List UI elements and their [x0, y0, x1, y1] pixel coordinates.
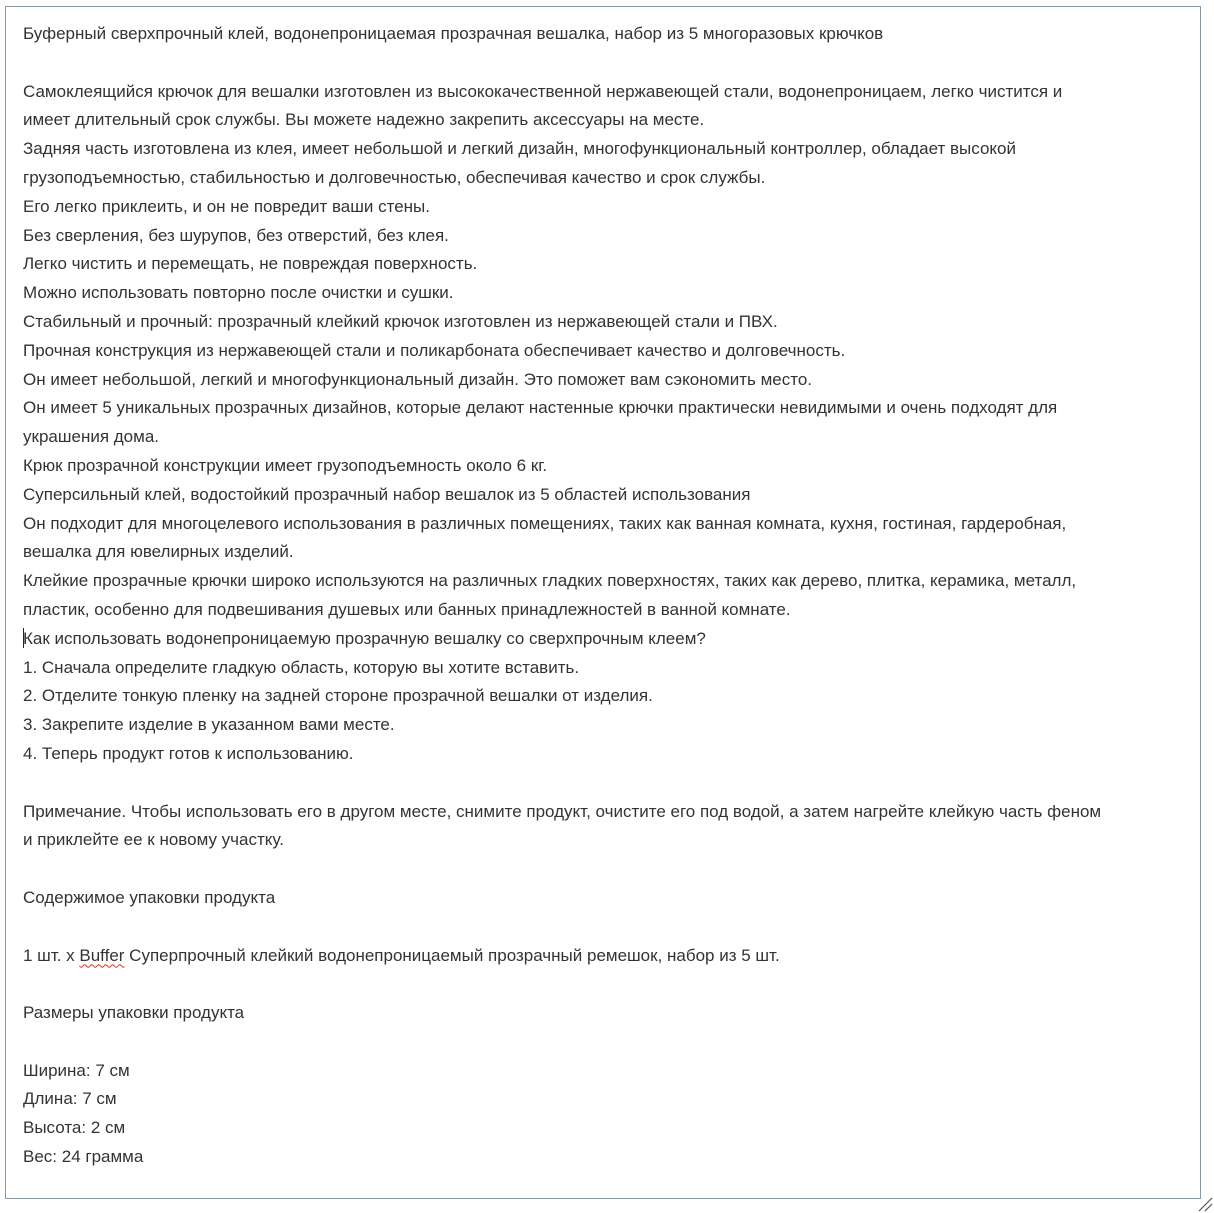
misspelled-word[interactable]: Buffer — [79, 945, 125, 965]
text-line: Стабильный и прочный: прозрачный клейкий крючок изготовлен из нержавеющей стали и ПВХ. — [23, 311, 778, 331]
text-line: и приклейте ее к новому участку. — [23, 830, 284, 850]
text-line: Он имеет 5 уникальных прозрачных дизайнов, которые делают настенные крючки практически невидимыми и очень подходят для — [23, 398, 1058, 418]
text-line: Легко чистить и перемещать, не повреждая поверхность. — [23, 254, 478, 274]
text-line: Ширина: 7 см — [23, 1060, 130, 1080]
text-line: Длина: 7 см — [23, 1089, 117, 1109]
text-line: 3. Закрепите изделие в указанном вами месте. — [23, 715, 395, 735]
text-line: Высота: 2 см — [23, 1118, 126, 1138]
text-line: грузоподъемностью, стабильностью и долговечностью, обеспечивая качество и срок службы. — [23, 167, 766, 187]
text-line: Как использовать водонепроницаемую прозрачную вешалку со сверхпрочным клеем? — [23, 628, 706, 648]
text-line: Его легко приклеить, и он не повредит ваши стены. — [23, 196, 431, 216]
text-line: 4. Теперь продукт готов к использованию. — [23, 743, 354, 763]
text-line: Самоклеящийся крючок для вешалки изготовлен из высококачественной нержавеющей стали, водонепроницаем, легко чистится и — [23, 81, 1063, 101]
text-line: 1. Сначала определите гладкую область, которую вы хотите вставить. — [23, 657, 580, 677]
text-line: 1 шт. х Buffer Суперпрочный клейкий водонепроницаемый прозрачный ремешок, набор из 5 шт. — [23, 945, 780, 965]
text-line: Содержимое упаковки продукта — [23, 887, 276, 907]
text-line: Без сверления, без шурупов, без отверстий, без клея. — [23, 225, 449, 245]
text-line: Примечание. Чтобы использовать его в другом месте, снимите продукт, очистите его под водой, а затем нагрейте клейкую часть феном — [23, 801, 1102, 821]
text-line: пластик, особенно для подвешивания душевых или банных принадлежностей в ванной комнате. — [23, 599, 791, 619]
text-line: Размеры упаковки продукта — [23, 1003, 245, 1023]
text-line: Он подходит для многоцелевого использования в различных помещениях, таких как ванная комната, кухня, гостиная, гардеробная, — [23, 513, 1067, 533]
text-line: Прочная конструкция из нержавеющей стали и поликарбоната обеспечивает качество и долговечность. — [23, 340, 846, 360]
resize-handle-icon[interactable] — [1195, 1194, 1213, 1212]
description-textarea[interactable] — [5, 6, 1201, 1199]
blank-line — [23, 1028, 1184, 1057]
text-line: украшения дома. — [23, 427, 159, 447]
text-line: 2. Отделите тонкую пленку на задней стороне прозрачной вешалки от изделия. — [23, 686, 653, 706]
blank-line — [23, 769, 1184, 798]
blank-line — [23, 49, 1184, 78]
text-line: Суперсильный клей, водостойкий прозрачный набор вешалок из 5 областей использования — [23, 484, 751, 504]
text-line: Крюк прозрачной конструкции имеет грузоподъемность около 6 кг. — [23, 455, 548, 475]
text-line: имеет длительный срок службы. Вы можете надежно закрепить аксессуары на месте. — [23, 110, 705, 130]
blank-line — [23, 970, 1184, 999]
text-line: Вес: 24 грамма — [23, 1147, 144, 1167]
text-line: Клейкие прозрачные крючки широко используются на различных гладких поверхностях, таких как дерево, плитка, керамика, металл, — [23, 571, 1077, 591]
blank-line — [23, 855, 1184, 884]
text-line: Он имеет небольшой, легкий и многофункциональный дизайн. Это поможет вам сэкономить место. — [23, 369, 812, 389]
text-line: вешалка для ювелирных изделий. — [23, 542, 294, 562]
blank-line — [23, 913, 1184, 942]
text-line: Можно использовать повторно после очистки и сушки. — [23, 283, 454, 303]
text-line: Буферный сверхпрочный клей, водонепроницаемая прозрачная вешалка, набор из 5 многоразовых крючков — [23, 24, 884, 43]
text-line: Задняя часть изготовлена из клея, имеет небольшой и легкий дизайн, многофункциональный контроллер, обладает высокой — [23, 139, 1016, 159]
